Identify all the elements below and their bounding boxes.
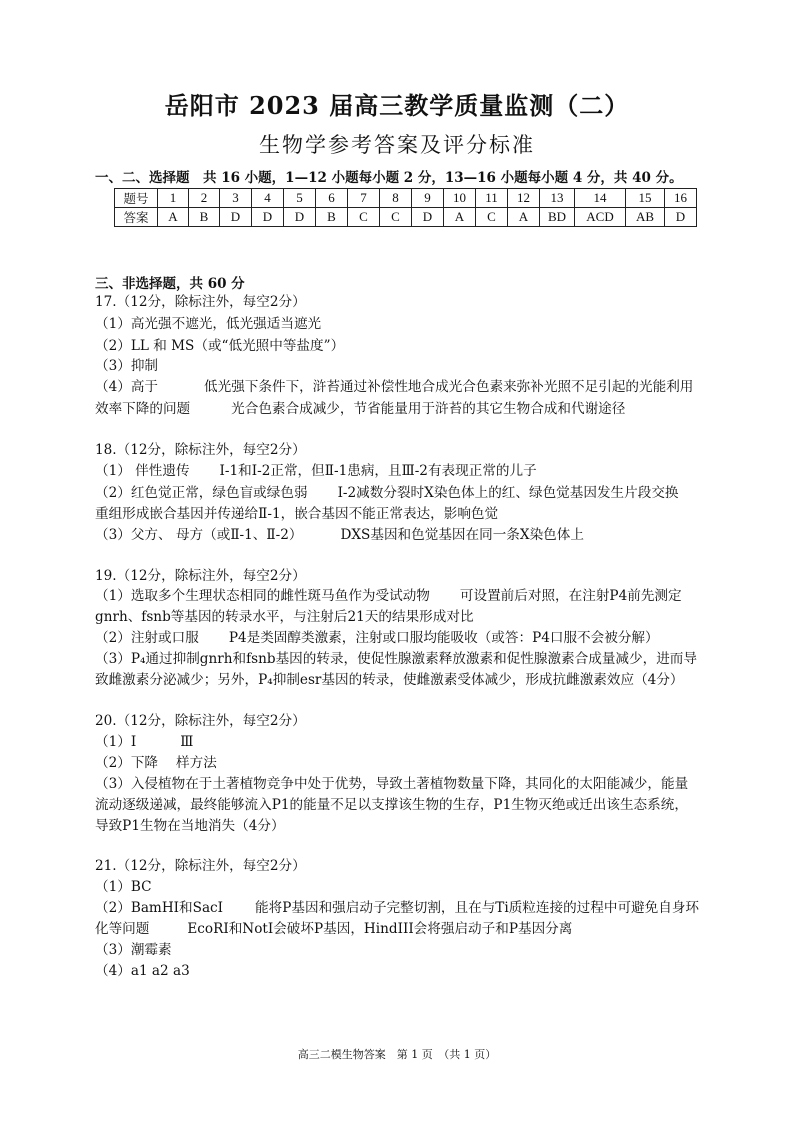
q19-heading: 19.（12分，除标注外，每空2分） — [95, 568, 306, 584]
table-cell: 3 — [220, 189, 252, 208]
q21-answer-2b: 能将P基因和强启动子完整切割，且在与Ti质粒连接的过程中可避免自身环 — [255, 900, 700, 916]
page-subtitle: 生物学参考答案及评分标准 — [259, 133, 535, 157]
q17-answer-1: （1）高光强不遮光，低光强适当遮光 — [95, 316, 322, 332]
q18-answer-2b: Ⅰ-2减数分裂时X染色体上的红、绿色觉基因发生片段交换 — [337, 485, 679, 501]
table-cell: 5 — [284, 189, 316, 208]
table-cell: C — [380, 208, 412, 227]
row-label-numbers: 题号 — [115, 189, 158, 208]
table-cell: A — [444, 208, 476, 227]
q20-answer-3-cont2: 导致P1生物在当地消失（4分） — [95, 818, 285, 834]
table-cell: D — [284, 208, 316, 227]
table-cell: 10 — [444, 189, 476, 208]
q17-answer-4-cont — [95, 399, 625, 419]
answer-table — [114, 188, 697, 227]
table-cell: 11 — [476, 189, 508, 208]
q21-answer-2-cont — [95, 919, 572, 939]
q19-answer-3: （3）P₄通过抑制gnrh和fsnb基因的转录，使促性腺激素释放激素和促性腺激素合成量减少，进而导 — [95, 651, 697, 667]
q17-answer-4d: 光合色素合成减少，节省能量用于浒苔的其它生物合成和代谢途径 — [231, 401, 626, 417]
q20-answer-2b: 样方法 — [176, 755, 217, 771]
q18-answer-3b: DXS基因和色觉基因在同一条X染色体上 — [340, 527, 584, 543]
table-cell: ACD — [575, 208, 626, 227]
table-cell: B — [316, 208, 348, 227]
q19-answer-2a: （2）注射或口服 — [95, 630, 199, 646]
q18-answer-2a: （2）红色觉正常，绿色盲或绿色弱 — [95, 485, 308, 501]
q19-answer-1-cont: gnrh、fsnb等基因的转录水平，与注射后21天的结果形成对比 — [95, 609, 474, 625]
q17-answer-4a: （4）高于 — [95, 379, 159, 395]
q18-heading: 18.（12分，除标注外，每空2分） — [95, 442, 306, 458]
q18-answer-1b: Ⅰ-1和Ⅰ-2正常，但Ⅱ-1患病，且Ⅲ-2有表现正常的儿子 — [219, 463, 537, 479]
table-cell: A — [158, 208, 189, 227]
table-cell: BD — [540, 208, 575, 227]
table-cell: 14 — [575, 189, 626, 208]
q21-answer-2 — [95, 898, 699, 918]
table-cell: 2 — [189, 189, 220, 208]
table-cell: 15 — [626, 189, 665, 208]
section1-heading: 一、二、选择题 共 16 小题，1—12 小题每小题 2 分，13—16 小题每小题 4 分，共 40 分。 — [95, 170, 683, 186]
table-cell: 12 — [508, 189, 540, 208]
table-cell: C — [476, 208, 508, 227]
q17-answer-4c: 效率下降的问题 — [95, 401, 191, 417]
table-cell: D — [412, 208, 444, 227]
q17-answer-2: （2）LL 和 MS（或“低光照中等盐度”） — [95, 338, 345, 354]
q20-answer-1a: （1）Ⅰ — [95, 734, 137, 750]
page-title: 岳阳市 2023 届高三教学质量监测（二） — [164, 91, 630, 120]
q17-heading: 17.（12分，除标注外，每空2分） — [95, 294, 306, 310]
table-row-numbers — [115, 189, 697, 208]
q20-answer-3-cont: 流动逐级递减，最终能够流入P1的能量不足以支撑该生物的生存，P1生物灭绝或迁出该生态系统， — [95, 797, 688, 813]
q17-answer-3: （3）抑制 — [95, 358, 159, 374]
q18-answer-3a: （3）父方、 母方（或Ⅱ-1、Ⅱ-2） — [95, 527, 303, 543]
table-cell: D — [220, 208, 252, 227]
table-cell: D — [252, 208, 284, 227]
q17-answer-4 — [95, 377, 693, 397]
q19-answer-2 — [95, 628, 659, 648]
q21-answer-2a: （2）BamHI和SacI — [95, 900, 224, 916]
q21-answer-3: （3）潮霉素 — [95, 942, 172, 958]
table-cell: 4 — [252, 189, 284, 208]
table-cell: 7 — [348, 189, 380, 208]
table-cell: AB — [626, 208, 665, 227]
table-cell: 16 — [665, 189, 697, 208]
q20-heading: 20.（12分，除标注外，每空2分） — [95, 713, 306, 729]
q18-answer-2-cont: 重组形成嵌合基因并传递给Ⅱ-1，嵌合基因不能正常表达，影响色觉 — [95, 506, 499, 522]
q18-answer-1 — [95, 461, 537, 481]
table-cell: D — [665, 208, 697, 227]
q19-answer-1 — [95, 586, 682, 606]
table-cell: 8 — [380, 189, 412, 208]
table-cell: 13 — [540, 189, 575, 208]
table-cell: 1 — [158, 189, 189, 208]
table-cell: B — [189, 208, 220, 227]
q20-answer-3: （3）入侵植物在于土著植物竞争中处于优势，导致土著植物数量下降，其同化的太阳能减少，能量 — [95, 776, 689, 792]
q19-answer-1b: 可设置前后对照，在注射P4前先测定 — [459, 588, 682, 604]
row-label-answers: 答案 — [115, 208, 158, 227]
q20-answer-2a: （2）下降 — [95, 755, 159, 771]
section3-heading: 三、非选择题，共 60 分 — [95, 276, 245, 292]
table-cell: 6 — [316, 189, 348, 208]
q21-answer-4: （4）a1 a2 a3 — [95, 963, 190, 979]
q20-answer-1 — [95, 732, 193, 752]
q18-answer-1a: （1） 伴性遗传 — [95, 463, 190, 479]
q18-answer-2 — [95, 483, 679, 503]
q21-answer-2c: 化等问题 — [95, 921, 150, 937]
q19-answer-1a: （1）选取多个生理状态相同的雌性斑马鱼作为受试动物 — [95, 588, 430, 604]
table-row-answers — [115, 208, 697, 227]
q19-answer-3-cont: 致雌激素分泌减少；另外，P₄抑制esr基因的转录，使雌激素受体减少，形成抗雌激素效应（4分） — [95, 672, 684, 688]
q17-answer-4b: 低光强下条件下，浒苔通过补偿性地合成光合色素来弥补光照不足引起的光能利用 — [204, 379, 694, 395]
q20-answer-2 — [95, 753, 217, 773]
table-cell: 9 — [412, 189, 444, 208]
table-cell: C — [348, 208, 380, 227]
q21-heading: 21.（12分，除标注外，每空2分） — [95, 858, 306, 874]
q21-answer-1: （1）BC — [95, 879, 152, 895]
table-cell: A — [508, 208, 540, 227]
q19-answer-2b: P4是类固醇类激素，注射或口服均能吸收（或答：P4口服不会被分解） — [228, 630, 659, 646]
page-footer: 高三二模生物答案 第 1 页 （共 1 页） — [297, 1048, 497, 1061]
q20-answer-1b: Ⅲ — [180, 734, 194, 750]
q18-answer-3 — [95, 525, 584, 545]
q21-answer-2d: EcoRI和NotI会破坏P基因，HindIII会将强启动子和P基因分离 — [187, 921, 573, 937]
